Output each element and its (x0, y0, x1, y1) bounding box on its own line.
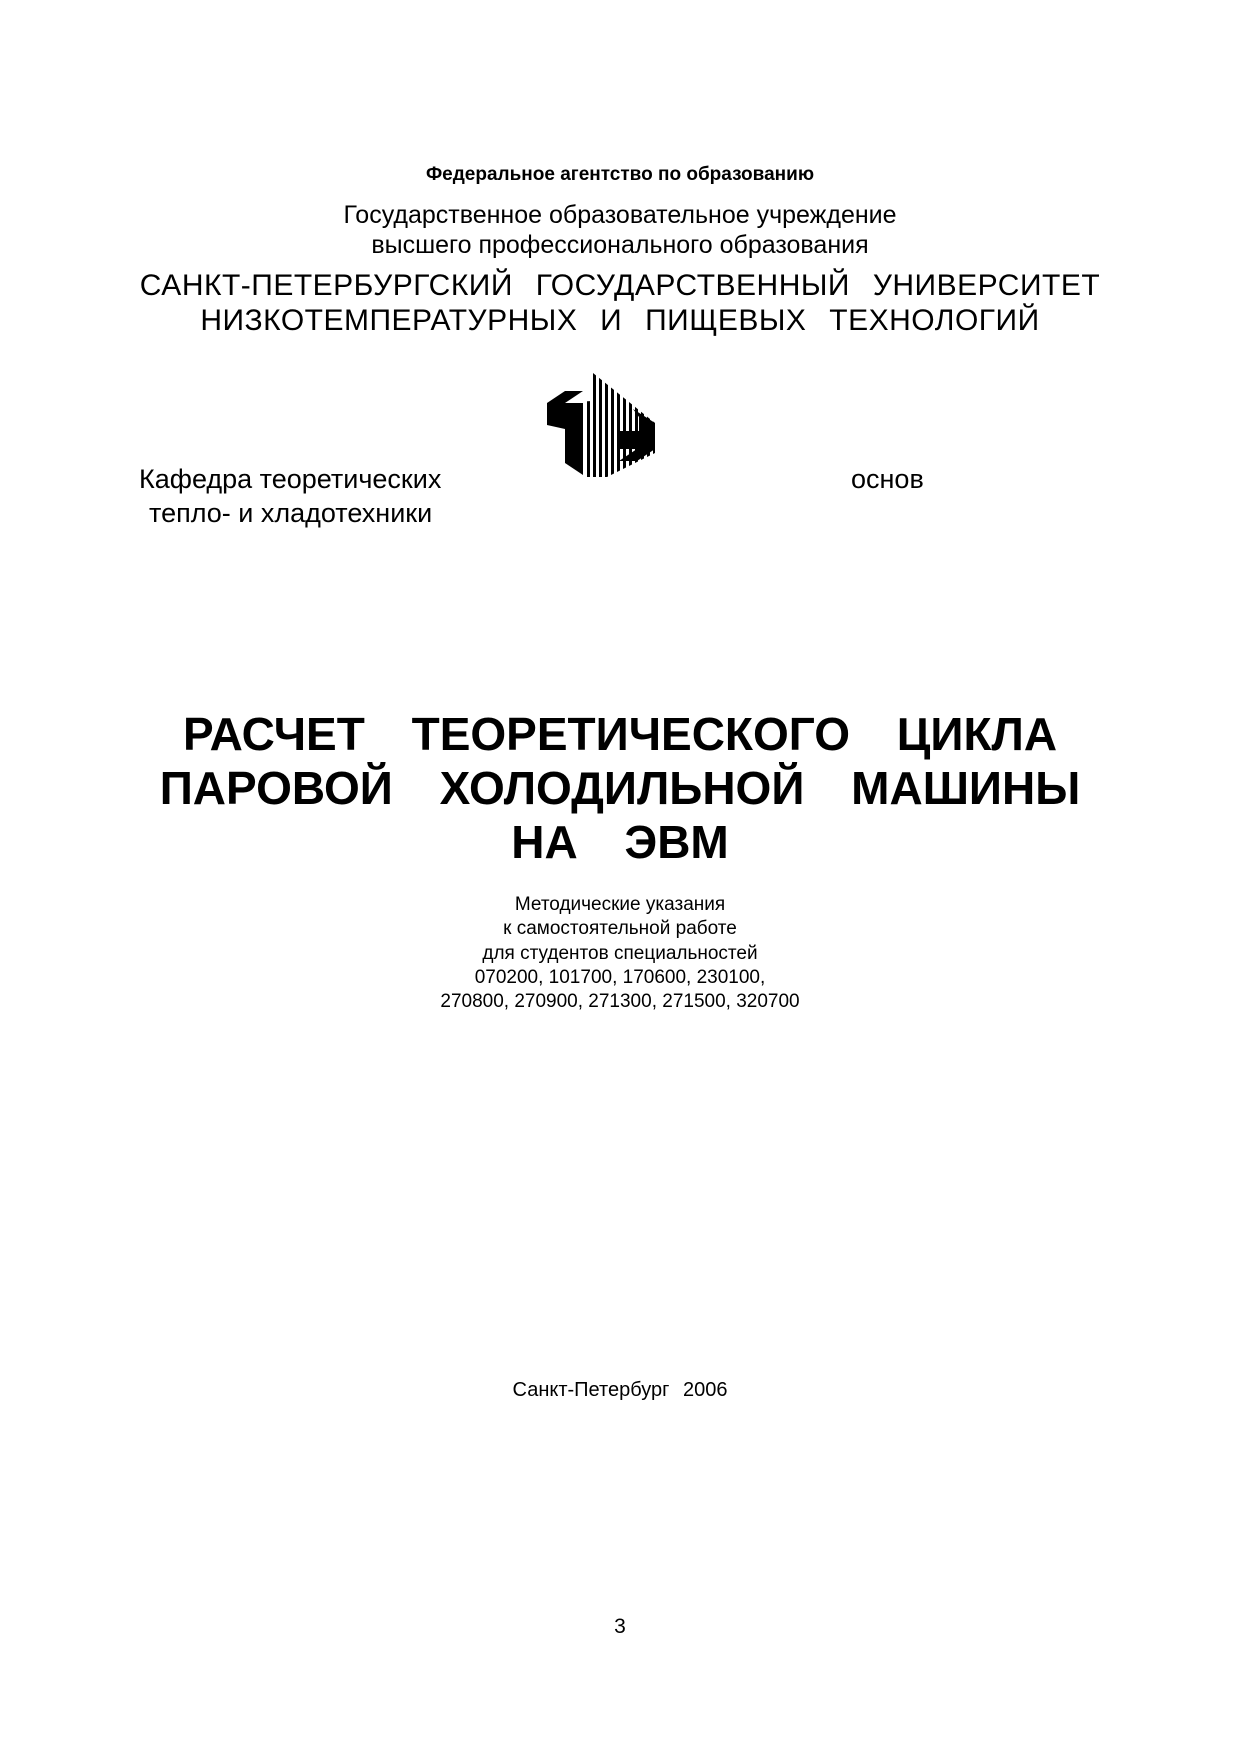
department-line-1: Кафедра теоретических (139, 464, 442, 494)
title-line-2: ПАРОВОЙ ХОЛОДИЛЬНОЙ МАШИНЫ (159, 762, 1081, 814)
university-name-line-1: САНКТ-ПЕТЕРБУРГСКИЙ ГОСУДАРСТВЕННЫЙ УНИВЕРСИТЕТ (139, 269, 1101, 302)
title-line-3: НА ЭВМ (511, 816, 729, 868)
city-year: Санкт-Петербург 2006 (512, 1379, 728, 1401)
university-emblem-icon (543, 373, 655, 477)
page-number: 3 (614, 1615, 626, 1638)
agency-name: Федеральное агентство по образованию (425, 164, 815, 185)
department-line-2: тепло- и хладотехники (149, 498, 433, 528)
subtitle-line-1: Методические указания (514, 894, 726, 915)
institution-line-2: высшего профессионального образования (371, 231, 869, 259)
institution-line-1: Государственное образовательное учреждение (343, 201, 897, 229)
subtitle-line-2: к самостоятельной работе (503, 918, 737, 939)
subtitle-specialties-line-2: 270800, 270900, 271300, 271500, 320700 (440, 991, 800, 1012)
subtitle-specialties-line-1: 070200, 101700, 170600, 230100, (474, 967, 766, 988)
subtitle-line-3: для студентов специальностей (482, 943, 758, 964)
university-name-line-2: НИЗКОТЕМПЕРАТУРНЫХ И ПИЩЕВЫХ ТЕХНОЛОГИЙ (200, 304, 1040, 337)
department-line-1-end: основ (851, 464, 924, 494)
title-line-1: РАСЧЕТ ТЕОРЕТИЧЕСКОГО ЦИКЛА (182, 708, 1058, 760)
